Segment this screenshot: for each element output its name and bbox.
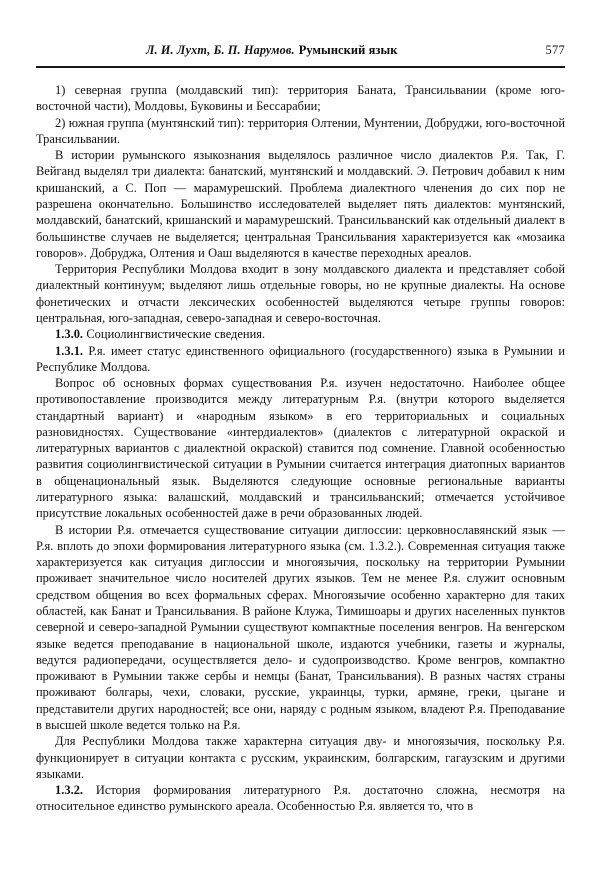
paragraph-text: История формирования литературного Р.я. достаточно сложна, несмотря на относительное единство румынского ареала. Особенностью Р.я. является то, что в	[36, 783, 565, 814]
running-head-authors: Л. И. Лухт, Б. П. Нарумов.	[146, 43, 295, 57]
paragraph-text: Вопрос об основных формах существования Р.я. изучен недостаточно. Наиболее общее противопоставление производится между литературным Р.я. (внутри которого выделяется стандартный вариант) и «народным языком» в его территориальных и социальных разновидностях. Существование «интердиалектов» (диалектов с литературной окраской и литературных вариантов с диалектной окраской) ставится под сомнение. Главной особенностью развития социолингвистической ситуации в Румынии считается интеграция диатопных вариантов в общенациональный язык. Выделяются следующие основные региональные варианты литературного языка: валашский, молдавский и трансильванский; отмечается устойчивое присутствие локальных особенностей даже в речи образованных людей.	[36, 376, 565, 521]
section-number: 1.3.1.	[55, 343, 84, 358]
paragraph	[36, 115, 565, 148]
paragraph	[36, 522, 565, 734]
paragraph-text: В истории румынского языкознания выделялось различное число диалектов Р.я. Так, Г. Вейганд выделял три диалекта: банатский, мунтянский и молдавский. Э. Петрович добавил к ним кришанский, а С. Поп — марамурешский. Проблема диалектного членения до сих пор не разрешена окончательно. Большинство исследователей выделяет пять диалектов: мунтянский, молдавский, банатский, кришанский и марамурешский. Трансильванский как отдельный диалект в большинстве случаев не выделяется; центральная Трансильвания характеризуется как «мозаика говоров». Добруджа, Олтения и Оаш выделяются в качестве переходных ареалов.	[36, 148, 565, 260]
paragraph-text: Социолингвистические сведения.	[83, 327, 266, 342]
paragraph-text: Р.я. имеет статус единственного официального (государственного) языка в Румынии и Республике Молдова.	[36, 343, 565, 374]
paragraph-text: 1) северная группа (молдавский тип): территория Баната, Трансильвании (кроме юго-восточной части), Молдовы, Буковины и Бессарабии;	[36, 83, 565, 114]
paragraph	[36, 782, 565, 815]
page-number: 577	[545, 43, 565, 57]
section-number: 1.3.0.	[55, 327, 84, 342]
paragraph	[36, 326, 565, 342]
running-head-title: Румынский язык	[298, 43, 398, 57]
header-rule	[36, 66, 565, 68]
section-number: 1.3.2.	[55, 783, 84, 798]
body-text	[36, 82, 565, 815]
paragraph	[36, 147, 565, 261]
running-head-text	[146, 43, 397, 58]
paragraph	[36, 82, 565, 115]
paragraph-text: Для Республики Молдова также характерна ситуация дву- и многоязычия, поскольку Р.я. функционирует в ситуации контакта с русским, украинским, болгарским, гагаузским и другими языками.	[36, 734, 565, 781]
paragraph	[36, 343, 565, 376]
paragraph	[36, 733, 565, 782]
running-head	[36, 43, 565, 61]
paragraph	[36, 261, 565, 326]
paragraph	[36, 375, 565, 522]
paragraph-text: Территория Республики Молдова входит в зону молдавского диалекта и представляет собой диалектный континуум; выделяют лишь отдельные говоры, но не крупные диалекты. На основе фонетических и отчасти лексических особенностей выделяются четыре группы говоров: центральная, юго-западная, северо-западная и северо-восточная.	[36, 262, 565, 325]
paragraph-text: В истории Р.я. отмечается существование ситуации диглоссии: церковнославянский язык — Р.я. вплоть до эпохи формирования литературного языка (см. 1.3.2.). Современная ситуация также характеризуется как ситуация диглоссии и многоязычия, поскольку на территории Румынии проживает значительное число носителей других языков. Тем не менее Р.я. служит основным средством общения во всех формальных сферах. Многоязычие особенно характерно для таких областей, как Банат и Трансильвания. В районе Клужа, Тимишоары и других населенных пунктов северной и северо-западной Румынии существуют компактные поселения венгров. На венгерском языке ведется преподавание в национальной школе, издаются учебники, газеты и журналы, ведутся радиопередачи, осуществляется дело- и судопроизводство. Кроме венгров, компактно проживают в Румынии также сербы и немцы (Банат, Трансильвания). В разных частях страны проживают болгары, чехи, словаки, русские, украинцы, турки, армяне, греки, цыгане и представители других народностей; все они, наряду с родным языком, владеют Р.я. Преподавание в высшей школе ведется только на Р.я.	[36, 522, 565, 732]
paragraph-text: 2) южная группа (мунтянский тип): территория Олтении, Мунтении, Добруджи, юго-восточной Трансильвании.	[36, 115, 565, 146]
